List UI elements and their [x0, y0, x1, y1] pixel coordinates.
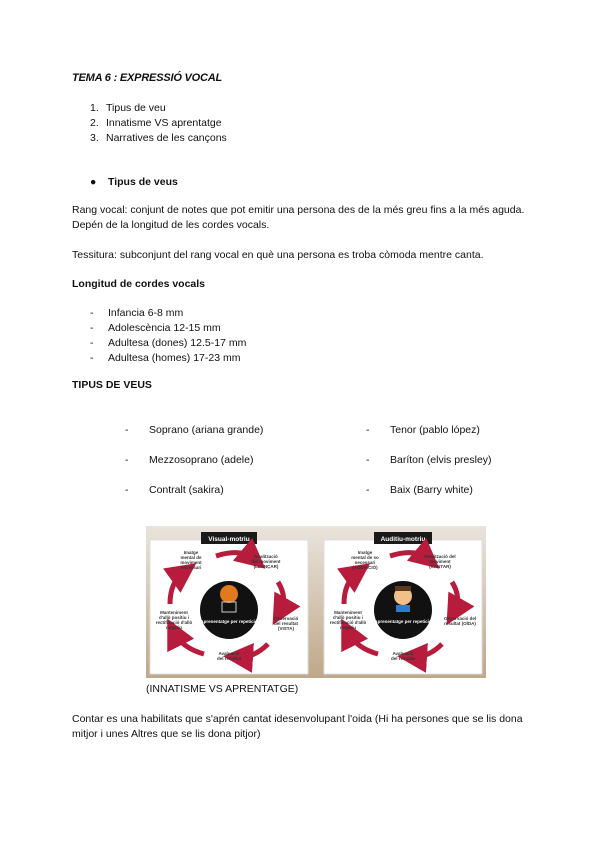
list-item: - Adolescència 12-15 mm: [90, 322, 221, 334]
list-item: - Adultesa (homes) 17-23 mm: [90, 352, 241, 364]
node-label: necessari: [180, 565, 202, 570]
node-label: Observació: [273, 616, 299, 621]
panel-auditiu-motriu: [324, 532, 482, 674]
node-label: Realització: [254, 554, 278, 559]
toc-item: 3. Narratives de les cançons: [90, 132, 227, 144]
node-label: d'allò positiu i: [332, 615, 364, 620]
node-label: Imatge: [357, 550, 373, 555]
voice-type-item: - Tenor (pablo lópez): [366, 424, 480, 436]
figure-caption: (INNATISME VS APRENTATGE): [146, 683, 299, 695]
node-label: rectificació d'allò: [329, 620, 367, 625]
node-label: del resultat: [216, 656, 242, 661]
node-label: mental de: [180, 555, 202, 560]
singer-hair: [395, 586, 411, 591]
diagram-svg: [146, 526, 486, 678]
node-label: Realització del: [424, 554, 456, 559]
center-label: Aprenentatge per repetició: [374, 619, 432, 624]
node-label: moviment: [429, 559, 451, 564]
node-label: negatiu: [339, 625, 357, 630]
node-label: mental de so: [351, 555, 379, 560]
node-label: del moviment: [251, 559, 281, 564]
node-label: Imatge: [183, 550, 199, 555]
node-label: Avaluació: [392, 651, 414, 656]
panel-header-label: Visual-motriu: [208, 536, 250, 543]
learning-diagram: [146, 526, 486, 678]
longitud-list: [90, 306, 246, 366]
longitud-heading: Longitud de cordes vocals: [72, 278, 206, 290]
section-heading: ● Tipus de veus: [90, 176, 178, 188]
panel-header-label: Auditiu-motriu: [380, 536, 426, 543]
voice-type-item: - Baríton (elvis presley): [366, 454, 492, 466]
voice-type-item: - Mezzosoprano (adele): [125, 454, 254, 466]
node-label: necessari: [354, 560, 376, 565]
panel-visual-motriu: [150, 532, 308, 674]
toc-item: 2. Innatisme VS aprentatge: [90, 117, 222, 129]
voice-type-item: - Baix (Barry white): [366, 484, 473, 496]
toc-list: [90, 101, 227, 146]
node-label: del resultat: [273, 621, 299, 626]
node-label: Observació del: [443, 616, 477, 621]
node-label: rectificació d'allò: [155, 620, 193, 625]
center-label: Aprenentatge per repetició: [200, 619, 258, 624]
node-label: (LLANÇAR): [253, 564, 279, 569]
node-label: Avaluació: [218, 651, 240, 656]
list-item: - Infancia 6-8 mm: [90, 307, 184, 319]
node-label: moviment: [180, 560, 202, 565]
node-label: resultat (OÏDA): [444, 621, 476, 626]
node-label: negatiu: [165, 625, 183, 630]
node-label: d'allò positiu i: [158, 615, 190, 620]
voice-type-item: - Contralt (sakira): [125, 484, 224, 496]
toc-item: 1. Tipus de veu: [90, 102, 166, 114]
basketball-icon: [220, 585, 238, 603]
node-label: Manteniment: [334, 610, 362, 615]
list-item: - Adultesa (dones) 12.5-17 mm: [90, 337, 247, 349]
page-title: TEMA 6 : EXPRESSIÓ VOCAL: [72, 72, 223, 84]
node-label: Manteniment: [160, 610, 188, 615]
node-label: (VISTA): [278, 626, 294, 631]
singer-shirt: [396, 605, 410, 612]
node-label: del resultat: [390, 656, 416, 661]
node-label: (AUDIACIÓ): [352, 565, 378, 570]
tipus-heading: TIPUS DE VEUS: [72, 379, 152, 391]
conclusion-paragraph: Contar es una habilitats que s'aprén cantat idesenvolupant l'oida (Hi ha persones que se lis dona mitjor i unes Altres que se lis dona pitjor): [72, 713, 523, 740]
tessitura-paragraph: Tessitura: subconjunt del rang vocal en què una persona es troba còmoda mentre canta.: [72, 249, 484, 261]
rang-vocal-paragraph: Rang vocal: conjunt de notes que pot emitir una persona des de la més greu fins a la més aguda. Depén de la longitud de les cordes vocals.: [72, 204, 525, 231]
node-label: (CANTAR): [429, 564, 451, 569]
voice-type-item: - Soprano (ariana grande): [125, 424, 264, 436]
